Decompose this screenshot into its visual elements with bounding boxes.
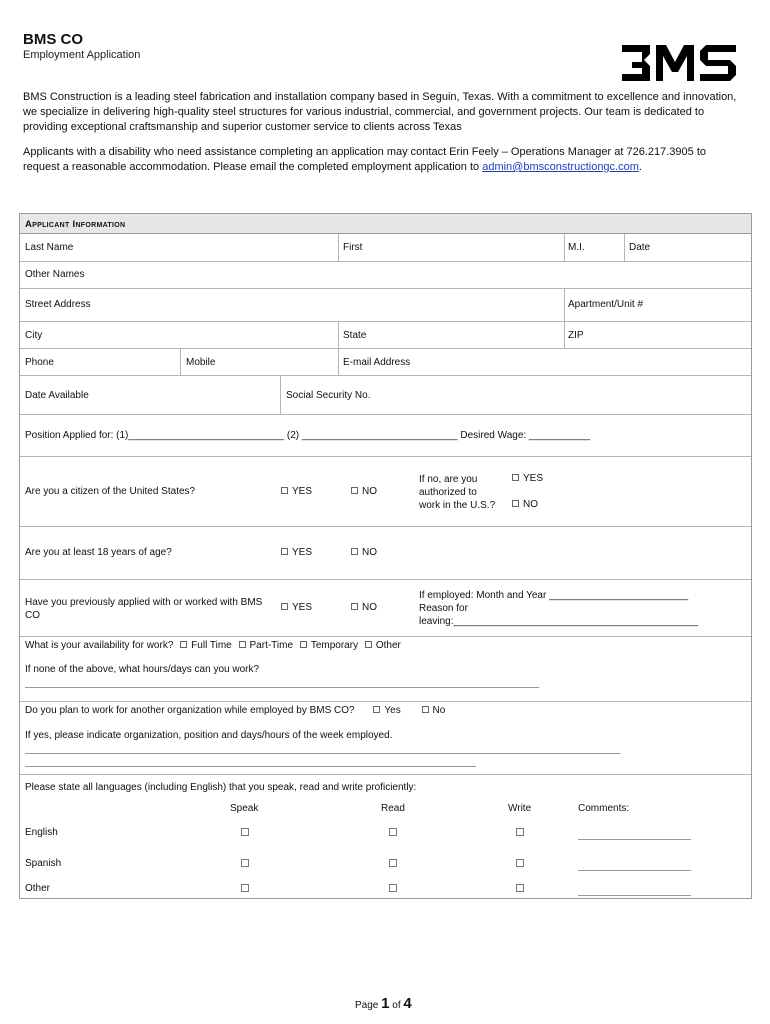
- other-speak-checkbox[interactable]: [241, 884, 249, 892]
- checkbox-icon[interactable]: [281, 548, 288, 555]
- company-name: BMS CO: [23, 31, 83, 48]
- english-read-checkbox[interactable]: [389, 828, 397, 836]
- part-time-option[interactable]: Part-Time: [249, 640, 294, 651]
- phone-field[interactable]: Phone: [25, 357, 54, 368]
- middle-initial-field[interactable]: M.I.: [568, 242, 585, 253]
- checkbox-icon[interactable]: [373, 706, 380, 713]
- zip-field[interactable]: ZIP: [568, 330, 584, 341]
- other-read-checkbox[interactable]: [389, 884, 397, 892]
- other-org-detail: If yes, please indicate organization, position and days/hours of the week employed.: [25, 730, 393, 741]
- checkbox-icon[interactable]: [281, 603, 288, 610]
- language-row-label: Spanish: [25, 858, 62, 869]
- last-name-field[interactable]: Last Name: [25, 242, 74, 253]
- other-org-row: [25, 705, 445, 717]
- spanish-comment-line[interactable]: _________________________: [578, 861, 691, 871]
- bms-logo: [620, 42, 738, 84]
- checkbox-icon[interactable]: [239, 641, 246, 648]
- other-org-yes-option[interactable]: Yes: [384, 705, 401, 716]
- checkbox-icon[interactable]: [512, 474, 519, 481]
- position-applied-field[interactable]: Position Applied for: (1)____________________________ (2) ____________________________ Desired Wage: ___________: [25, 430, 591, 441]
- full-time-option[interactable]: Full Time: [191, 640, 232, 651]
- english-comment-line[interactable]: _________________________: [578, 830, 691, 840]
- speak-column-header: Speak: [230, 803, 259, 814]
- other-org-no-option[interactable]: No: [432, 705, 446, 716]
- page-footer: [355, 995, 412, 1012]
- other-org-line-1[interactable]: ____________________________________________________________________________________________________________________________________: [25, 744, 620, 754]
- checkbox-icon[interactable]: [351, 487, 358, 494]
- page-word: Page: [355, 1000, 379, 1011]
- page-number: 1: [381, 995, 390, 1012]
- citizen-no-option[interactable]: NO: [351, 486, 377, 498]
- authorized-question-line2: authorized to: [419, 487, 477, 498]
- accommodation-period: .: [638, 161, 642, 173]
- first-name-field[interactable]: First: [343, 242, 363, 253]
- hours-days-question: If none of the above, what hours/days can you work?: [25, 664, 260, 675]
- authorized-question-line1: If no, are you: [419, 474, 478, 485]
- section-title: Applicant Information: [25, 219, 126, 230]
- write-column-header: Write: [508, 803, 532, 814]
- temporary-option[interactable]: Temporary: [310, 640, 359, 651]
- section-header: [20, 214, 751, 234]
- spanish-read-checkbox[interactable]: [389, 859, 397, 867]
- read-column-header: Read: [381, 803, 405, 814]
- language-row-label: English: [25, 827, 58, 838]
- email-field[interactable]: E-mail Address: [343, 357, 411, 368]
- languages-question: Please state all languages (including English) that you speak, read and write proficiently:: [25, 782, 417, 793]
- checkbox-icon[interactable]: [422, 706, 429, 713]
- spanish-write-checkbox[interactable]: [516, 859, 524, 867]
- other-write-checkbox[interactable]: [516, 884, 524, 892]
- previous-question-line1: Have you previously applied with or worked with BMS: [25, 597, 263, 608]
- citizen-yes-option[interactable]: YES: [281, 486, 312, 498]
- date-field[interactable]: Date: [629, 242, 651, 253]
- email-link[interactable]: admin@bmsconstructiongc.com: [482, 161, 639, 173]
- other-org-question: Do you plan to work for another organization while employed by BMS CO?: [25, 705, 355, 716]
- spanish-speak-checkbox[interactable]: [241, 859, 249, 867]
- reason-label: Reason for: [419, 603, 468, 614]
- document-subtitle: Employment Application: [23, 49, 141, 61]
- other-names-field[interactable]: Other Names: [25, 269, 85, 280]
- hours-days-line[interactable]: __________________________________________________________________________________________________________________: [25, 678, 539, 688]
- age-question: Are you at least 18 years of age?: [25, 547, 172, 558]
- previous-question-line2: CO: [25, 610, 40, 621]
- accommodation-text: Applicants with a disability who need assistance completing an application may contact Erin Feely – Operations Manager at 726.217.3905 to request a reasonable accommodation. Please email the completed employment application to: [23, 146, 707, 173]
- checkbox-icon[interactable]: [512, 500, 519, 507]
- age-no-option[interactable]: NO: [351, 547, 377, 559]
- checkbox-icon[interactable]: [281, 487, 288, 494]
- age-yes-option[interactable]: YES: [281, 547, 312, 559]
- checkbox-icon[interactable]: [180, 641, 187, 648]
- other-comment-line[interactable]: _________________________: [578, 886, 691, 896]
- accommodation-notice: [23, 145, 743, 175]
- english-write-checkbox[interactable]: [516, 828, 524, 836]
- page-total: 4: [403, 995, 412, 1012]
- city-field[interactable]: City: [25, 330, 43, 341]
- of-word: of: [392, 1000, 401, 1011]
- availability-row: [25, 640, 401, 652]
- language-row-label: Other: [25, 883, 51, 894]
- checkbox-icon[interactable]: [365, 641, 372, 648]
- previous-no-option[interactable]: NO: [351, 602, 377, 614]
- checkbox-icon[interactable]: [351, 548, 358, 555]
- reason-leaving-field[interactable]: leaving:____________________________________________: [419, 616, 699, 627]
- mobile-field[interactable]: Mobile: [186, 357, 216, 368]
- apartment-field[interactable]: Apartment/Unit #: [568, 299, 644, 310]
- english-speak-checkbox[interactable]: [241, 828, 249, 836]
- checkbox-icon[interactable]: [351, 603, 358, 610]
- employed-date-field[interactable]: If employed: Month and Year _________________________: [419, 590, 689, 601]
- state-field[interactable]: State: [343, 330, 367, 341]
- checkbox-icon[interactable]: [300, 641, 307, 648]
- previous-yes-option[interactable]: YES: [281, 602, 312, 614]
- date-available-field[interactable]: Date Available: [25, 390, 89, 401]
- authorized-yes-option[interactable]: YES: [512, 473, 543, 485]
- other-org-line-2[interactable]: ____________________________________________________________________________________________________: [25, 757, 476, 767]
- other-option[interactable]: Other: [375, 640, 401, 651]
- applicant-form: [19, 213, 752, 899]
- citizen-question: Are you a citizen of the United States?: [25, 486, 196, 497]
- company-description: BMS Construction is a leading steel fabrication and installation company based in Seguin, Texas. With a commitment to excellence and innovation, we specialize in delivering high-quality steel structures for various industrial, commercial, and government projects. Our team is dedicated to providing exceptional craftsmanship and superior customer service to clients across Texas: [23, 91, 737, 133]
- availability-question: What is your availability for work?: [25, 640, 174, 651]
- ssn-field[interactable]: Social Security No.: [286, 390, 371, 401]
- authorized-no-option[interactable]: NO: [512, 499, 538, 511]
- street-address-field[interactable]: Street Address: [25, 299, 91, 310]
- comments-column-header: Comments:: [578, 803, 630, 814]
- authorized-question-line3: work in the U.S.?: [419, 500, 496, 511]
